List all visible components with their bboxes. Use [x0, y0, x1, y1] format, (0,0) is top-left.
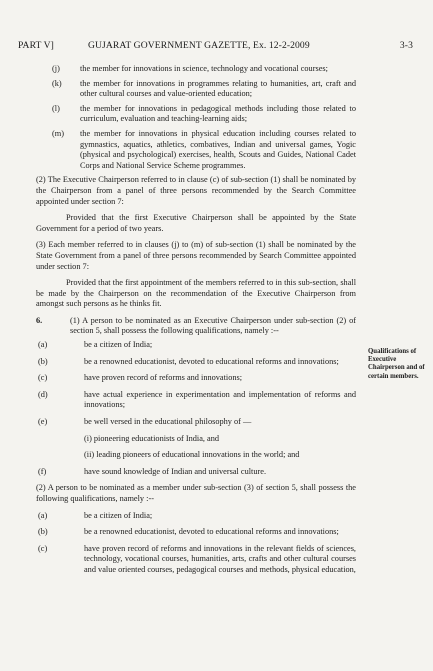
margin-note: Qualifications of Executive Chairperson and of certain members. — [368, 348, 425, 380]
item-label: (k) — [52, 78, 62, 88]
list-item — [36, 104, 356, 125]
item-label: (j) — [52, 64, 60, 73]
item-text: the member for innovations in science, technology and vocational courses; — [80, 64, 328, 73]
qualification-item — [36, 373, 356, 384]
qualification-item — [36, 390, 356, 411]
paragraph-6-2: (2) A person to be nominated as a member under sub-section (3) of section 5, shall possess the following qualifications, namely :-- — [36, 483, 356, 503]
nested-item: (i) pioneering educationists of India, and — [84, 433, 220, 443]
proviso-2: Provided that the first appointment of the members referred to in this sub-section, shall be made by the Chairperson on the recommendation of the Executive Chairperson from amongst such persons as he thinks fit. — [36, 278, 356, 309]
section-6 — [36, 316, 356, 337]
item-label: (e) — [38, 417, 48, 427]
item-text: have proven record of reforms and innovations in the relevant fields of sciences, technology, vocational courses, humanities, arts, crafts and other cultural courses and value oriented courses, pedagogical courses and methods, physical education, — [84, 543, 356, 574]
qualification-item — [36, 417, 356, 428]
item-text: be a citizen of India; — [84, 340, 153, 350]
list-item — [36, 79, 356, 100]
paragraph-3: (3) Each member referred to in clauses (j) to (m) of sub-section (1) shall be nominated by the State Government from a panel of three persons recommended by Search Committee appointed under section 7: — [36, 240, 356, 271]
item-text: have proven record of reforms and innovations; — [84, 373, 243, 383]
item-text: be a renowned educationist, devoted to educational reforms and innovations; — [84, 356, 339, 366]
page-body — [36, 64, 356, 582]
item-label: (c) — [38, 543, 48, 553]
item-label: (f) — [38, 466, 47, 476]
qualification-item — [36, 544, 356, 576]
qualification-item — [36, 357, 356, 368]
list-item — [36, 64, 356, 75]
nested-item: (ii) leading pioneers of educational innovations in the world; and — [84, 450, 300, 460]
qualification-item — [36, 527, 356, 538]
header-page-number: 3-3 — [399, 40, 413, 51]
item-label: (a) — [38, 510, 48, 520]
item-label: (a) — [38, 340, 48, 350]
header-title: GUJARAT GOVERNMENT GAZETTE, Ex. 12-2-2009 — [88, 40, 310, 51]
item-text: the member for innovations in pedagogical methods including those related to curriculum, evaluation and teaching-learning aids; — [80, 103, 356, 124]
item-text: have sound knowledge of Indian and universal culture. — [84, 466, 267, 476]
header-part: PART V] — [18, 40, 54, 51]
item-label: (c) — [38, 373, 48, 383]
list-item — [36, 129, 356, 171]
item-text: the member for innovations in physical education including courses related to gymnastics, aquatics, athletics, combatives, Indian and universal games, Yogic (physical and psychological) exercises, health, Scouts and Guides, National Cadet Corps and National Service Scheme programmes. — [80, 128, 356, 170]
paragraph-2: (2) The Executive Chairperson referred to in clause (c) of sub-section (1) shall be nominated by the Chairperson from a panel of three persons recommended by the Search Committee appointed under section 7: — [36, 175, 356, 206]
item-text: be a renowned educationist, devoted to educational reforms and innovations; — [84, 527, 339, 537]
qualification-item — [36, 340, 356, 351]
qualification-item — [36, 511, 356, 522]
item-label: (b) — [38, 527, 48, 537]
item-text: the member for innovations in programmes relating to humanities, art, craft and other cultural courses and value-oriented education; — [80, 78, 356, 99]
item-label: (m) — [52, 128, 64, 138]
item-label: (l) — [52, 103, 60, 113]
item-text: be well versed in the educational philosophy of — — [84, 417, 252, 427]
section-6-text: (1) A person to be nominated as an Executive Chairperson under sub-section (2) of section 5, shall possess the following qualifications, namely :-- — [70, 315, 356, 336]
item-text: be a citizen of India; — [84, 510, 153, 520]
proviso-1: Provided that the first Executive Chairperson shall be appointed by the State Government for a period of two years. — [36, 213, 356, 233]
item-label: (d) — [38, 389, 48, 399]
item-label: (b) — [38, 356, 48, 366]
section-number: 6. — [36, 315, 43, 325]
qualification-item — [36, 467, 356, 478]
item-text: have actual experience in experimentation and implementation of reforms and innovations; — [84, 389, 356, 410]
